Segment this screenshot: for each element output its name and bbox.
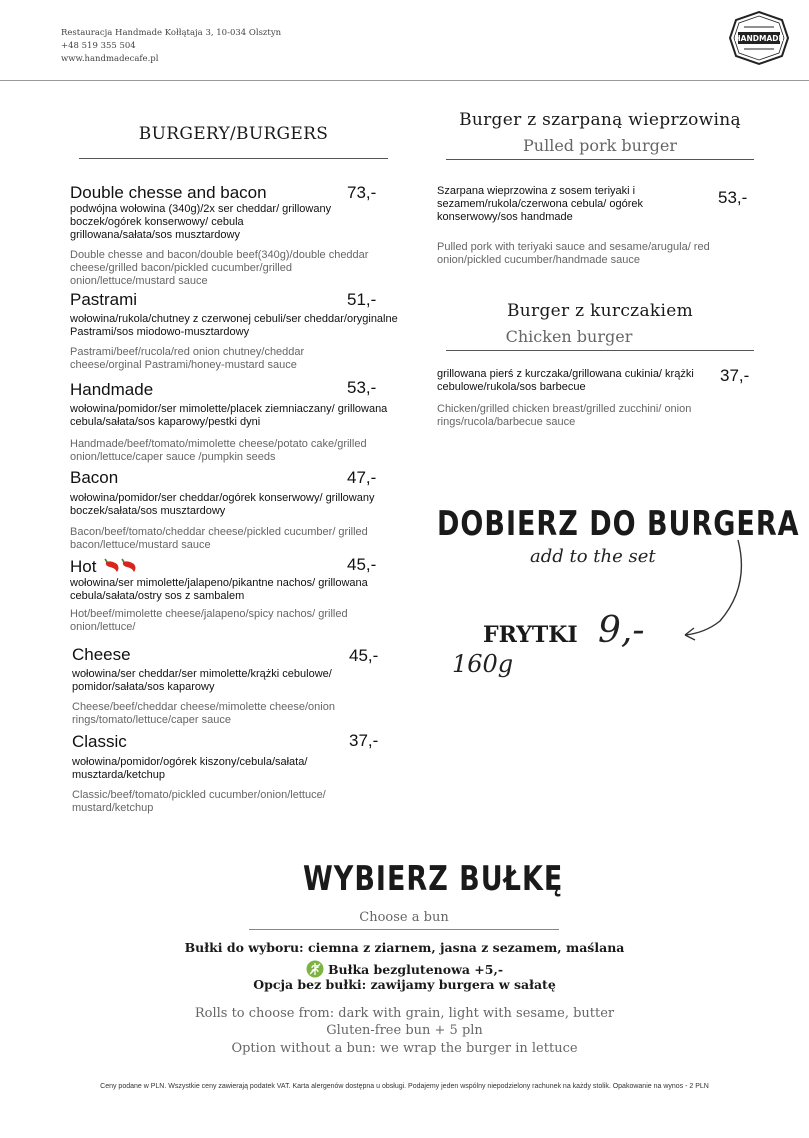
menu-item-description-pl: wołowina/pomidor/ser cheddar/ogórek konserwowy/ grillowany boczek/sałata/sos musztardowy [70, 492, 375, 517]
bun-options-pl: Bułki do wyboru: ciemna z ziarnem, jasna z sezamem, maślana [184, 940, 625, 955]
menu-item-description-pl: podwójna wołowina (340g)/2x ser cheddar/ grillowany boczek/ogórek konserwowy/ cebula grillowana/sałata/sos musztardowy [70, 203, 332, 241]
menu-item-price: 47,- [347, 468, 377, 487]
chicken-divider [446, 350, 754, 351]
phone: +48 519 355 504 [61, 41, 136, 51]
address: Restauracja Handmade Kołłątaja 3, 10-034 Olsztyn [61, 28, 282, 38]
menu-item-description-pl: wołowina/ser mimolette/jalapeno/pikantne nachos/ grillowana cebula/sałata/ostry sos z sambalem [70, 577, 368, 602]
pork-description-en: Pulled pork with teriyaki sauce and sesame/arugula/ red onion/pickled cucumber/handmade sauce [437, 241, 710, 266]
menu-item-name: Cheese [72, 645, 131, 664]
menu-item-price: 37,- [349, 731, 379, 750]
fries-label: FRYTKI [483, 622, 578, 648]
chili-pepper-icon [103, 558, 141, 574]
gluten-free-line [0, 960, 809, 978]
menu-item-description-en: Handmade/beef/tomato/mimolette cheese/potato cake/grilled onion/lettuce/caper sauce /pumpkin seeds [70, 438, 367, 463]
menu-item-name [70, 557, 141, 577]
chicken-price: 37,- [720, 366, 750, 385]
pork-burger-subtitle: Pulled pork burger [523, 136, 677, 155]
pork-burger-title: Burger z szarpaną wieprzowiną [459, 110, 741, 130]
pork-price: 53,- [718, 188, 748, 207]
no-bun-option-pl: Opcja bez bułki: zawijamy burgera w sałatę [253, 977, 556, 992]
pork-description-pl: Szarpana wieprzowina z sosem teriyaki i sezamem/rukola/czerwona cebula/ ogórek konserwowy/sos handmade [437, 185, 644, 223]
menu-item-price: 45,- [347, 555, 377, 574]
menu-item-name: Handmade [70, 380, 154, 399]
addon-subtitle: add to the set [530, 546, 656, 567]
arrow-icon [680, 536, 750, 644]
chicken-description-en: Chicken/grilled chicken breast/grilled zucchini/ onion rings/rucola/barbecue sauce [437, 403, 692, 428]
menu-item-description-en: Hot/beef/mimolette cheese/jalapeno/spicy nachos/ grilled onion/lettuce/ [70, 608, 348, 633]
restaurant-contact [61, 27, 281, 66]
svg-text:HANDMADE: HANDMADE [734, 34, 784, 43]
menu-item-description-en: Cheese/beef/cheddar cheese/mimolette cheese/onion rings/tomato/lettuce/caper sauce [72, 701, 335, 726]
bun-options-en: Rolls to choose from: dark with grain, light with sesame, butter [194, 1006, 615, 1021]
addon-title: DOBIERZ DO BURGERA [437, 505, 800, 544]
menu-item-price: 45,- [349, 646, 379, 665]
gluten-free-icon [306, 960, 324, 978]
pork-divider [446, 159, 754, 160]
burgers-title: BURGERY/BURGERS [138, 124, 329, 144]
chicken-burger-subtitle: Chicken burger [505, 327, 633, 346]
menu-item-price: 51,- [347, 290, 377, 309]
bun-title: WYBIERZ BUŁKĘ [303, 860, 564, 899]
gluten-free-en: Gluten-free bun + 5 pln [326, 1023, 483, 1038]
hot-label: Hot [70, 557, 97, 576]
menu-item-name: Bacon [70, 468, 119, 487]
menu-item-price: 73,- [347, 183, 377, 202]
fries-price: 9,- [598, 610, 645, 651]
chicken-description-pl: grillowana pierś z kurczaka/grillowana cukinia/ krążki cebulowe/rukola/sos barbecue [437, 368, 694, 393]
menu-item-description-pl: wołowina/rukola/chutney z czerwonej cebuli/ser cheddar/oryginalne Pastrami/sos miodowo-musztardowy [70, 313, 398, 338]
bun-divider [249, 929, 559, 930]
fries-weight: 160g [452, 650, 514, 678]
menu-item-description-en: Classic/beef/tomato/pickled cucumber/onion/lettuce/ mustard/ketchup [72, 789, 326, 814]
menu-item-description-pl: wołowina/pomidor/ogórek kiszony/cebula/sałata/ musztarda/ketchup [72, 756, 308, 781]
chicken-burger-title: Burger z kurczakiem [506, 301, 693, 321]
burgers-divider [79, 158, 388, 159]
no-bun-option-en: Option without a bun: we wrap the burger in lettuce [231, 1041, 578, 1056]
menu-item-description-pl: wołowina/ser cheddar/ser mimolette/krążki cebulowe/ pomidor/sałata/sos kaparowy [72, 668, 332, 693]
footer-note: Ceny podane w PLN. Wszystkie ceny zawierają podatek VAT. Karta alergenów dostępna u obsługi. Podajemy jeden wspólny niepodzielony rachunek na każdy stolik. Opakowanie na wynos - 2 PLN [100, 1083, 709, 1090]
header-divider [0, 80, 809, 81]
menu-item-name: Classic [72, 732, 127, 751]
bun-subtitle: Choose a bun [359, 910, 449, 925]
menu-item-price: 53,- [347, 378, 377, 397]
website: www.handmadecafe.pl [61, 54, 159, 64]
menu-item-description-en: Double chesse and bacon/double beef(340g)/double cheddar cheese/grilled bacon/pickled cucumber/grilled onion/lettuce/mustard sauce [70, 249, 369, 287]
menu-item-description-en: Pastrami/beef/rucola/red onion chutney/cheddar cheese/orginal Pastrami/honey-mustard sauce [70, 346, 305, 371]
menu-item-name: Pastrami [70, 290, 138, 309]
menu-item-name: Double chesse and bacon [70, 183, 267, 202]
menu-item-description-pl: wołowina/pomidor/ser mimolette/placek ziemniaczany/ grillowana cebula/sałata/sos kaparowy/pestki dyni [70, 403, 388, 428]
handmade-logo [728, 10, 790, 66]
menu-item-description-en: Bacon/beef/tomato/cheddar cheese/pickled cucumber/ grilled bacon/lettuce/mustard sauce [70, 526, 368, 551]
gluten-free-text: Bułka bezglutenowa +5,- [327, 962, 504, 977]
